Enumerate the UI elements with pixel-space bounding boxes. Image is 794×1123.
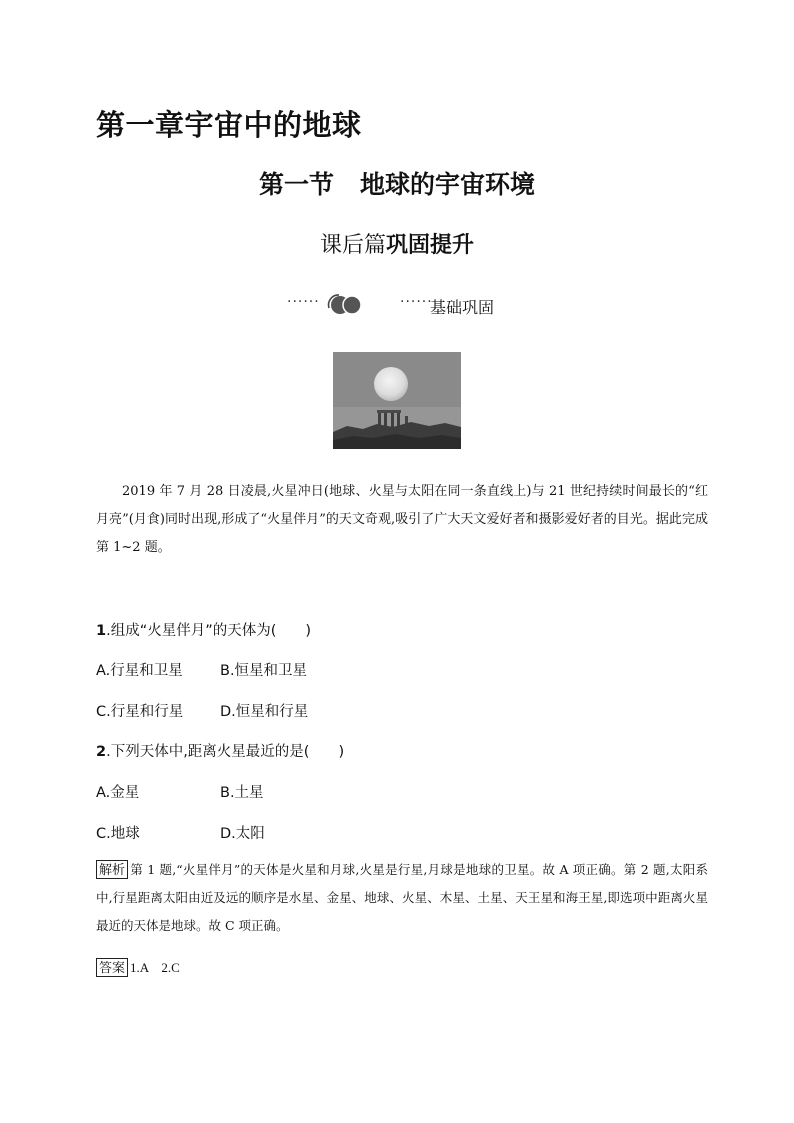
subtitle-bold: 巩固提升 xyxy=(386,233,475,258)
option-1c[interactable]: C.行星和行星 xyxy=(96,704,184,720)
question-2 xyxy=(96,740,344,761)
answer-tag: 答案 xyxy=(96,958,128,977)
double-circle-icon xyxy=(323,292,365,316)
analysis-block xyxy=(96,856,708,940)
analysis-text: 第 1 题,“火星伴月”的天体是火星和月球,火星是行星,月球是地球的卫星。故 A 项正确。第 2 题,太阳系中,行星距离太阳由近及远的顺序是水星、金星、地球、火星、木星、土星、天王星和海王星,即选项中距离火星最近的天体是地球。故 C 项正确。 xyxy=(96,862,708,933)
banner-label: 基础巩固 xyxy=(430,298,495,317)
moon-temple-photo xyxy=(333,352,461,449)
option-2b[interactable]: B.土星 xyxy=(220,785,264,801)
option-1b[interactable]: B.恒星和卫星 xyxy=(220,663,308,679)
section-number: 第一节 xyxy=(258,170,334,199)
subtitle-normal: 课后篇 xyxy=(319,233,386,258)
question-1 xyxy=(96,619,311,640)
banner-dots-right: ······ xyxy=(400,294,433,310)
option-1d[interactable]: D.恒星和行星 xyxy=(220,704,309,720)
question-text: .下列天体中,距离火星最近的是( ) xyxy=(106,744,345,760)
chapter-title: 第一章宇宙中的地球 xyxy=(96,108,362,142)
full-moon-over-ancient-temple-photo xyxy=(333,352,461,449)
page-subtitle xyxy=(0,228,794,259)
option-2d[interactable]: D.太阳 xyxy=(220,826,265,842)
section-name: 地球的宇宙环境 xyxy=(360,170,536,199)
analysis-tag: 解析 xyxy=(96,860,128,879)
section-banner xyxy=(287,290,517,318)
question-number: 2 xyxy=(96,744,107,760)
option-1a[interactable]: A.行星和卫星 xyxy=(96,663,183,679)
question-number: 1 xyxy=(96,623,107,639)
option-2c[interactable]: C.地球 xyxy=(96,826,140,842)
question-text: .组成“火星伴月”的天体为( ) xyxy=(106,623,312,639)
answer-text: 1.A 2.C xyxy=(130,960,180,975)
reading-passage: 2019 年 7 月 28 日凌晨,火星冲日(地球、火星与太阳在同一条直线上)与 21 世纪持续时间最长的“红月亮”(月食)同时出现,形成了“火星伴月”的天文奇观,吸引了广大天文爱好者和摄影爱好者的目光。据此完成第 1~2 题。 xyxy=(96,484,708,555)
option-2a[interactable]: A.金星 xyxy=(96,785,140,801)
answer-block xyxy=(96,957,180,977)
section-title xyxy=(0,165,794,201)
banner-dots-left: ······ xyxy=(287,294,320,310)
